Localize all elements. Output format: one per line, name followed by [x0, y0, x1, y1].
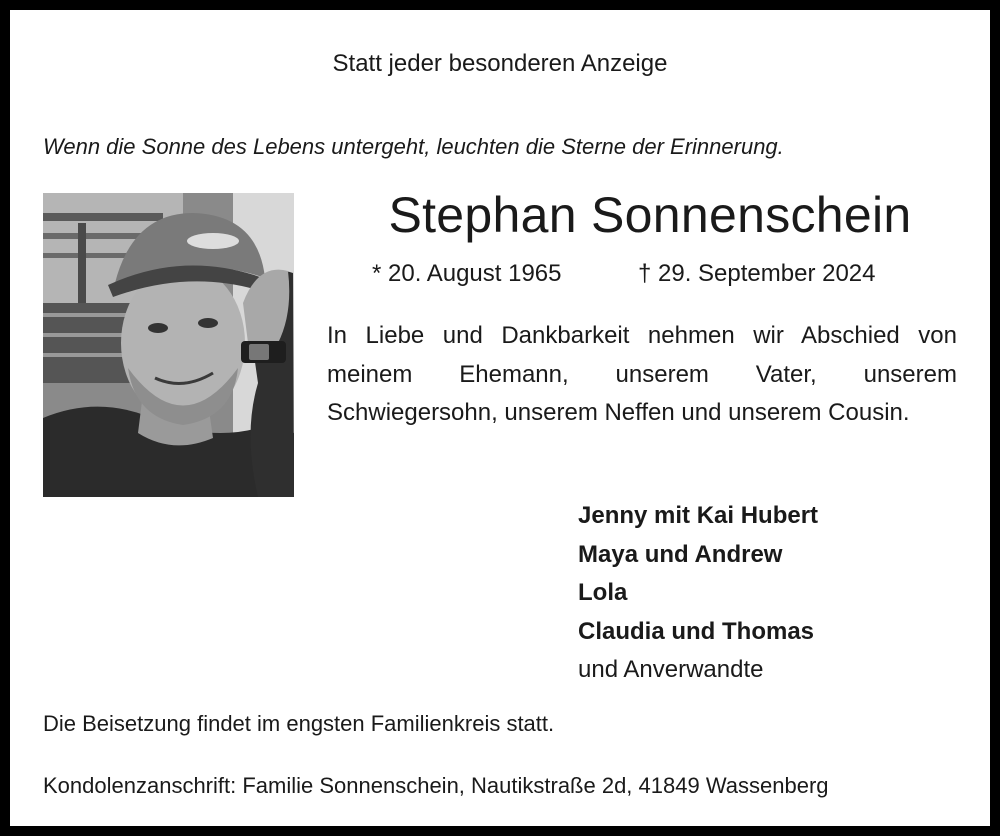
header-line: Statt jeder besonderen Anzeige — [332, 50, 668, 77]
deceased-name: Stephan Sonnenschein — [388, 187, 912, 243]
portrait-photo — [43, 193, 294, 497]
death-date: † 29. September 2024 — [638, 260, 876, 287]
family-member: Maya und Andrew — [578, 540, 783, 568]
family-member: Jenny mit Kai Hubert — [578, 502, 819, 529]
birth-date: * 20. August 1965 — [372, 260, 562, 287]
motto-quote: Wenn die Sonne des Lebens untergeht, leuchten die Sterne der Erinnerung. — [43, 134, 784, 159]
burial-note: Die Beisetzung findet im engsten Familienkreis statt. — [43, 711, 555, 736]
family-extra: und Anverwandte — [578, 656, 764, 683]
family-member: Claudia und Thomas — [578, 617, 815, 645]
farewell-message: In Liebe und Dankbarkeit nehmen wir Abschied von meinem Ehemann, unserem Vater, unserem Schwiegersohn, unserem Neffen und unserem Cousin. — [327, 322, 957, 426]
condolence-address: Kondolenzanschrift: Familie Sonnenschein, Nautikstraße 2d, 41849 Wassenberg — [43, 773, 829, 798]
family-member: Lola — [578, 579, 628, 606]
obituary-card — [10, 10, 990, 826]
family-list — [578, 497, 818, 690]
